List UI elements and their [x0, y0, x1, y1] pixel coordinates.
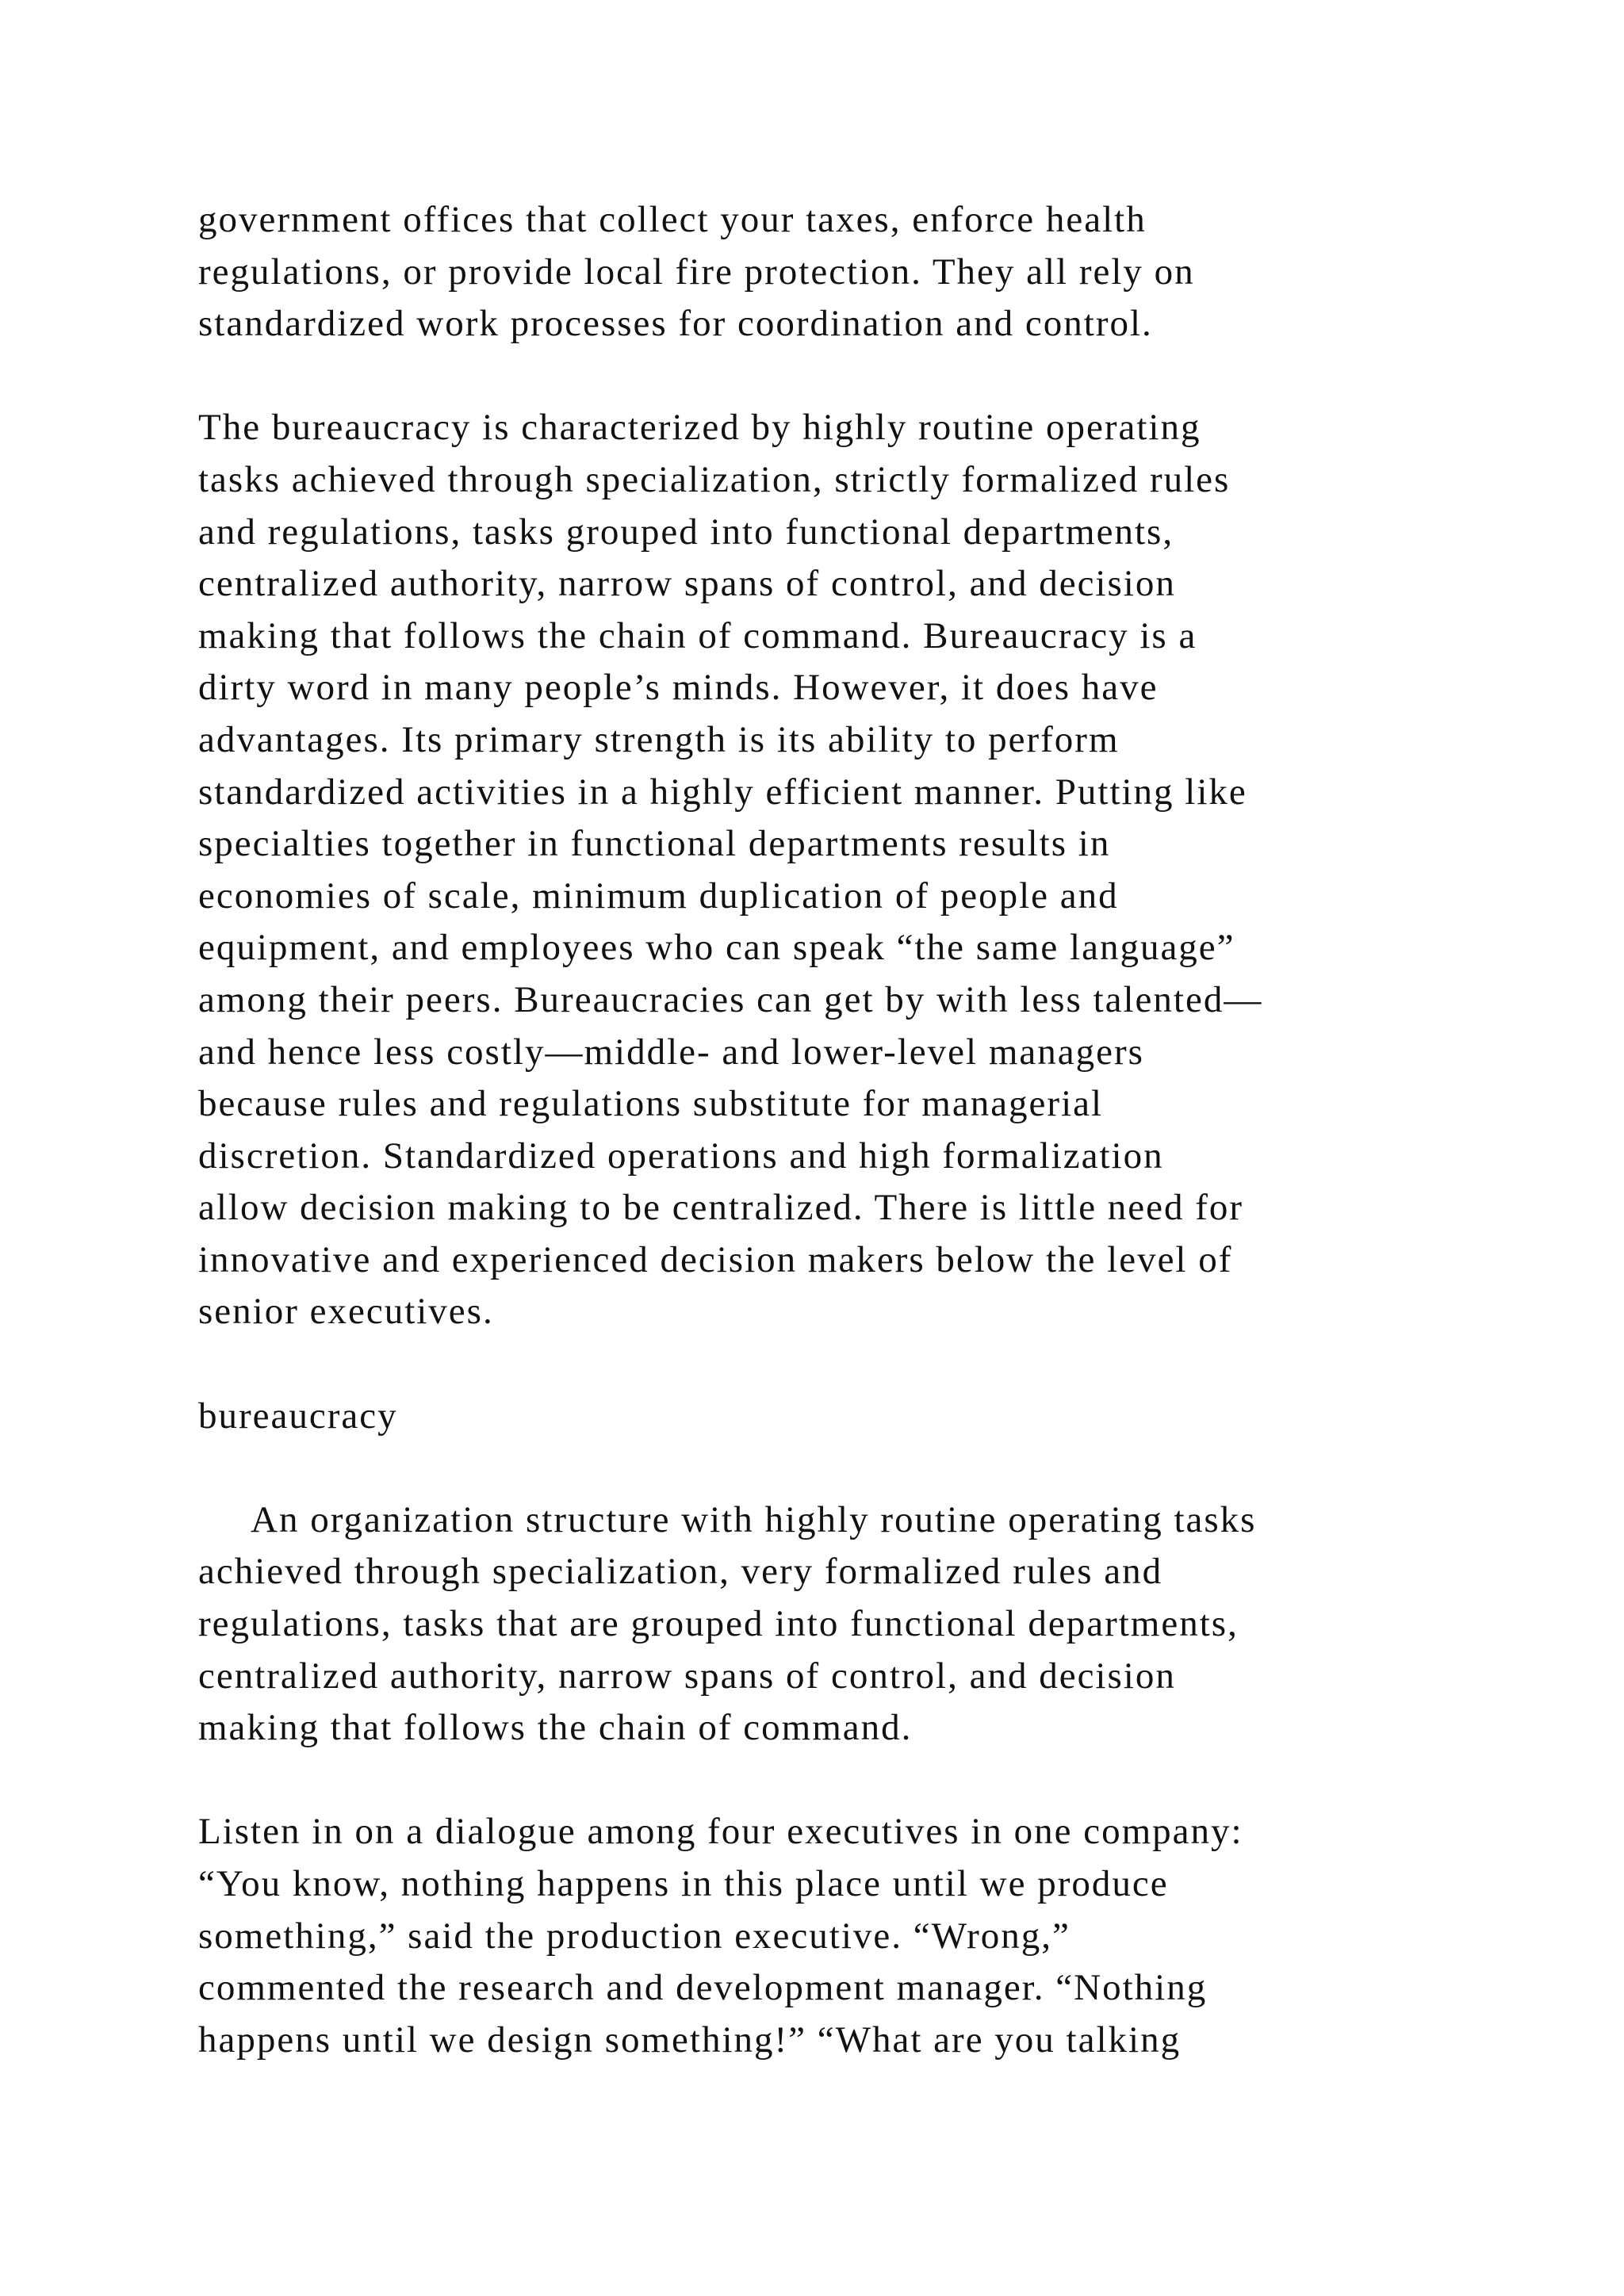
text-line: because rules and regulations substitute for managerial: [198, 1083, 1104, 1125]
glossary-definition-line: centralized authority, narrow spans of control, and decision: [198, 1655, 1176, 1697]
text-line: tasks achieved through specialization, strictly formalized rules: [198, 458, 1231, 500]
paragraph-government-offices: [198, 194, 1515, 350]
text-line: commented the research and development manager. “Nothing: [198, 1967, 1208, 2009]
text-line: discretion. Standardized operations and high formalization: [198, 1135, 1164, 1177]
text-line: Listen in on a dialogue among four executives in one company:: [198, 1811, 1243, 1853]
text-line: economies of scale, minimum duplication of people and: [198, 874, 1119, 916]
body-text: [198, 194, 1515, 2118]
glossary-definition-line: achieved through specialization, very formalized rules and: [198, 1551, 1163, 1593]
text-line: specialties together in functional departments results in: [198, 823, 1111, 865]
text-line: among their peers. Bureaucracies can get by with less talented—: [198, 978, 1263, 1020]
glossary-definition-line: making that follows the chain of command.: [198, 1707, 913, 1749]
text-line: government offices that collect your taxes, enforce health: [198, 199, 1147, 240]
text-line: “You know, nothing happens in this place until we produce: [198, 1863, 1169, 1904]
glossary-definition-line: regulations, tasks that are grouped into functional departments,: [198, 1603, 1239, 1645]
text-line: senior executives.: [198, 1291, 494, 1333]
text-line: advantages. Its primary strength is its ability to perform: [198, 718, 1120, 760]
paragraph-term-bureaucracy: [198, 1391, 1515, 1443]
text-line: standardized work processes for coordination and control.: [198, 303, 1153, 345]
text-line: something,” said the production executive. “Wrong,”: [198, 1915, 1071, 1957]
glossary-definition-line: An organization structure with highly routine operating tasks: [251, 1498, 1257, 1540]
text-line: centralized authority, narrow spans of control, and decision: [198, 563, 1176, 605]
text-line: dirty word in many people’s minds. However, it does have: [198, 667, 1159, 709]
glossary-term: bureaucracy: [198, 1395, 398, 1437]
text-line: happens until we design something!” “What are you talking: [198, 2019, 1182, 2061]
text-line: regulations, or provide local fire protection. They all rely on: [198, 251, 1195, 293]
text-line: equipment, and employees who can speak “the same language”: [198, 927, 1235, 969]
paragraph-dialogue: [198, 1806, 1515, 2066]
text-line: standardized activities in a highly efficient manner. Putting like: [198, 771, 1247, 813]
text-line: innovative and experienced decision makers below the level of: [198, 1238, 1233, 1280]
text-line: making that follows the chain of command. Bureaucracy is a: [198, 614, 1197, 656]
text-line: and regulations, tasks grouped into functional departments,: [198, 511, 1174, 553]
text-line: allow decision making to be centralized. There is little need for: [198, 1187, 1244, 1229]
text-line: and hence less costly—middle- and lower-level managers: [198, 1031, 1144, 1073]
text-line: The bureaucracy is characterized by highly routine operating: [198, 407, 1201, 449]
paragraph-definition: [198, 1494, 1515, 1755]
paragraph-bureaucracy-characterized: [198, 402, 1515, 1338]
